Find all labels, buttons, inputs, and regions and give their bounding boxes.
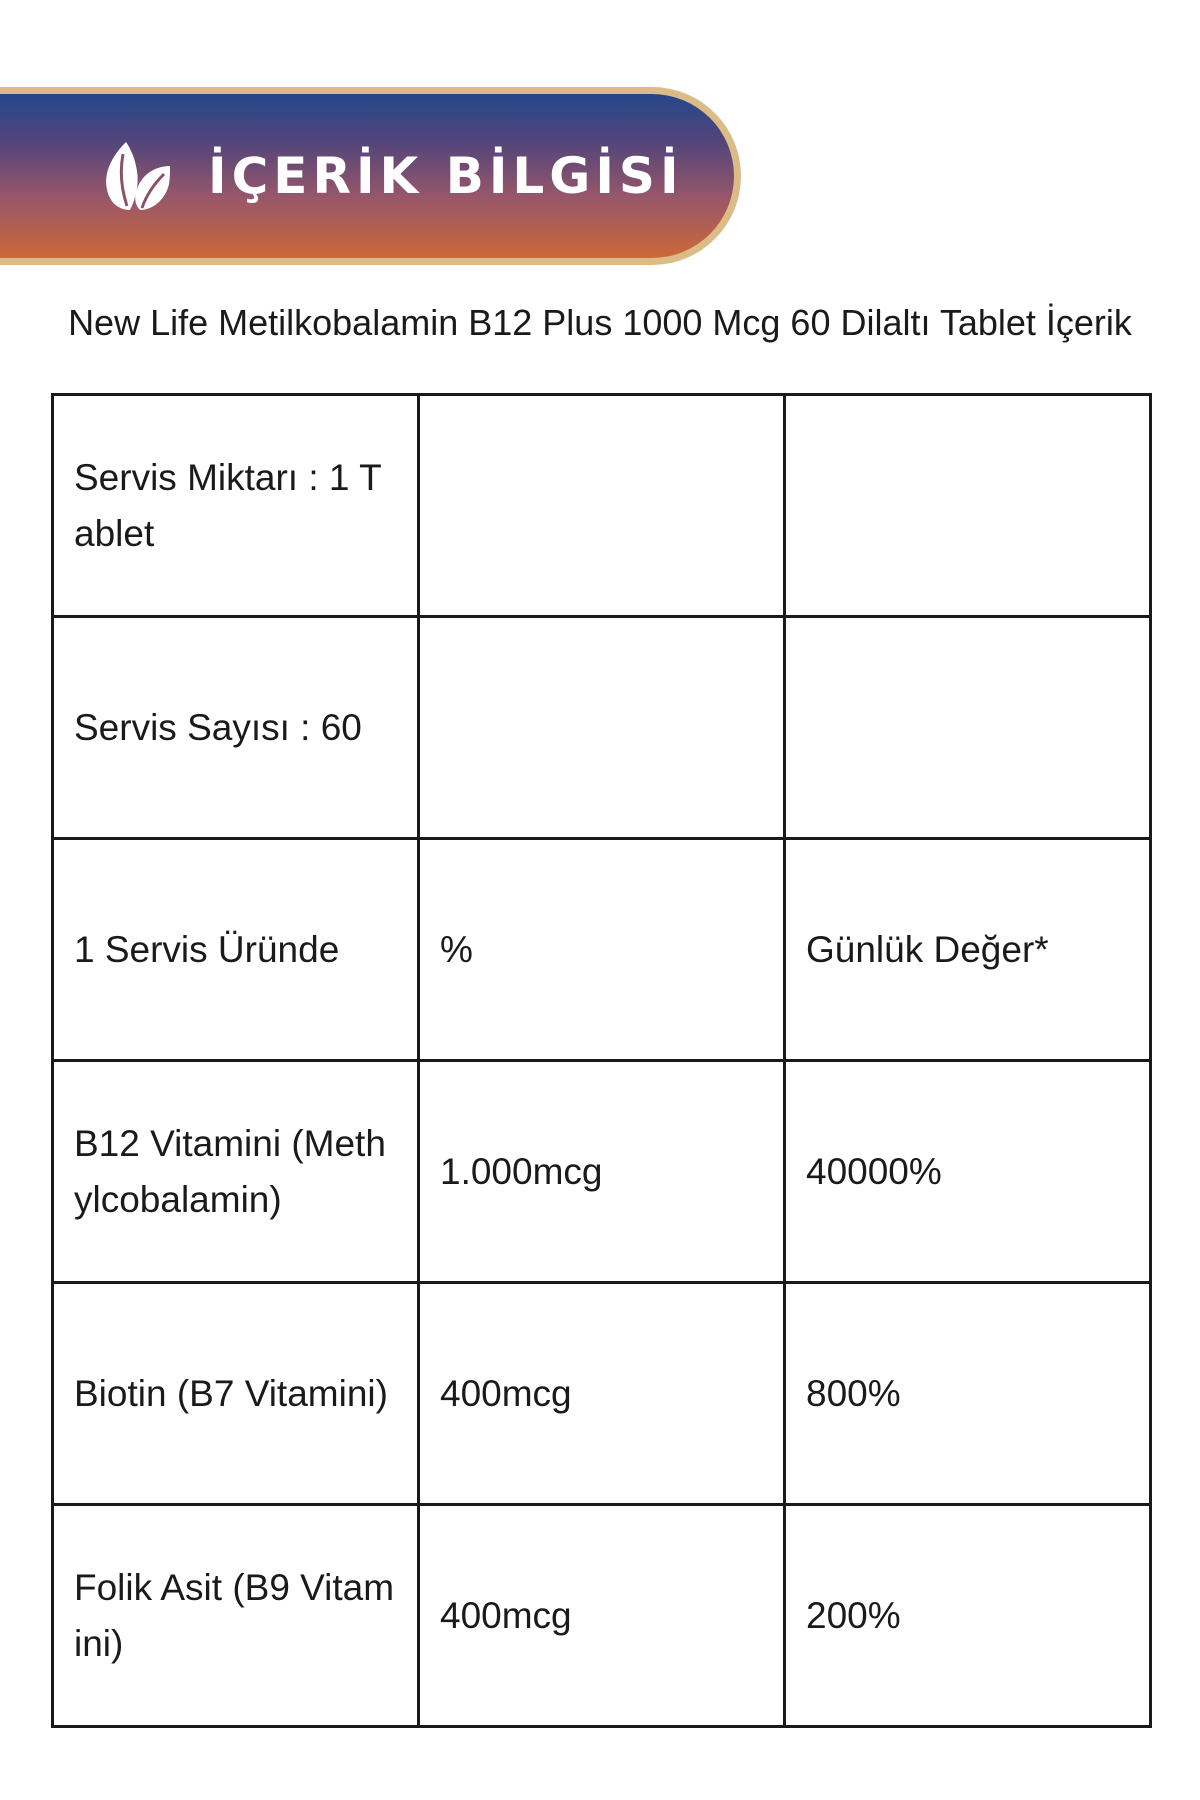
table-cell [419,395,785,617]
table-cell: Folik Asit (B9 Vitamini) [53,1505,419,1727]
table-cell: Servis Sayısı : 60 [53,617,419,839]
table-cell: % [419,839,785,1061]
table-cell: 400mcg [419,1505,785,1727]
table-cell: 400mcg [419,1283,785,1505]
table-cell: Servis Miktarı : 1 Tablet [53,395,419,617]
table-row [53,839,1151,1061]
table-row [53,617,1151,839]
table-cell [785,617,1151,839]
banner-title: İÇERİK BİLGİSİ [208,147,684,205]
table-cell [785,395,1151,617]
table-row [53,1061,1151,1283]
ingredient-table [51,393,1152,1728]
table-row [53,395,1151,617]
table-cell: 800% [785,1283,1151,1505]
table-cell: 1 Servis Üründe [53,839,419,1061]
table-cell: 1.000mcg [419,1061,785,1283]
table-cell: Günlük Değer* [785,839,1151,1061]
table-cell: Biotin (B7 Vitamini) [53,1283,419,1505]
table-cell: 40000% [785,1061,1151,1283]
product-title: New Life Metilkobalamin B12 Plus 1000 Mcg 60 Dilaltı Tablet İçerik [68,302,1132,343]
table-cell [419,617,785,839]
table-row [53,1505,1151,1727]
table-cell: 200% [785,1505,1151,1727]
table-row [53,1283,1151,1505]
header-banner [0,87,741,265]
table-cell: B12 Vitamini (Methylcobalamin) [53,1061,419,1283]
leaf-icon [96,140,172,212]
